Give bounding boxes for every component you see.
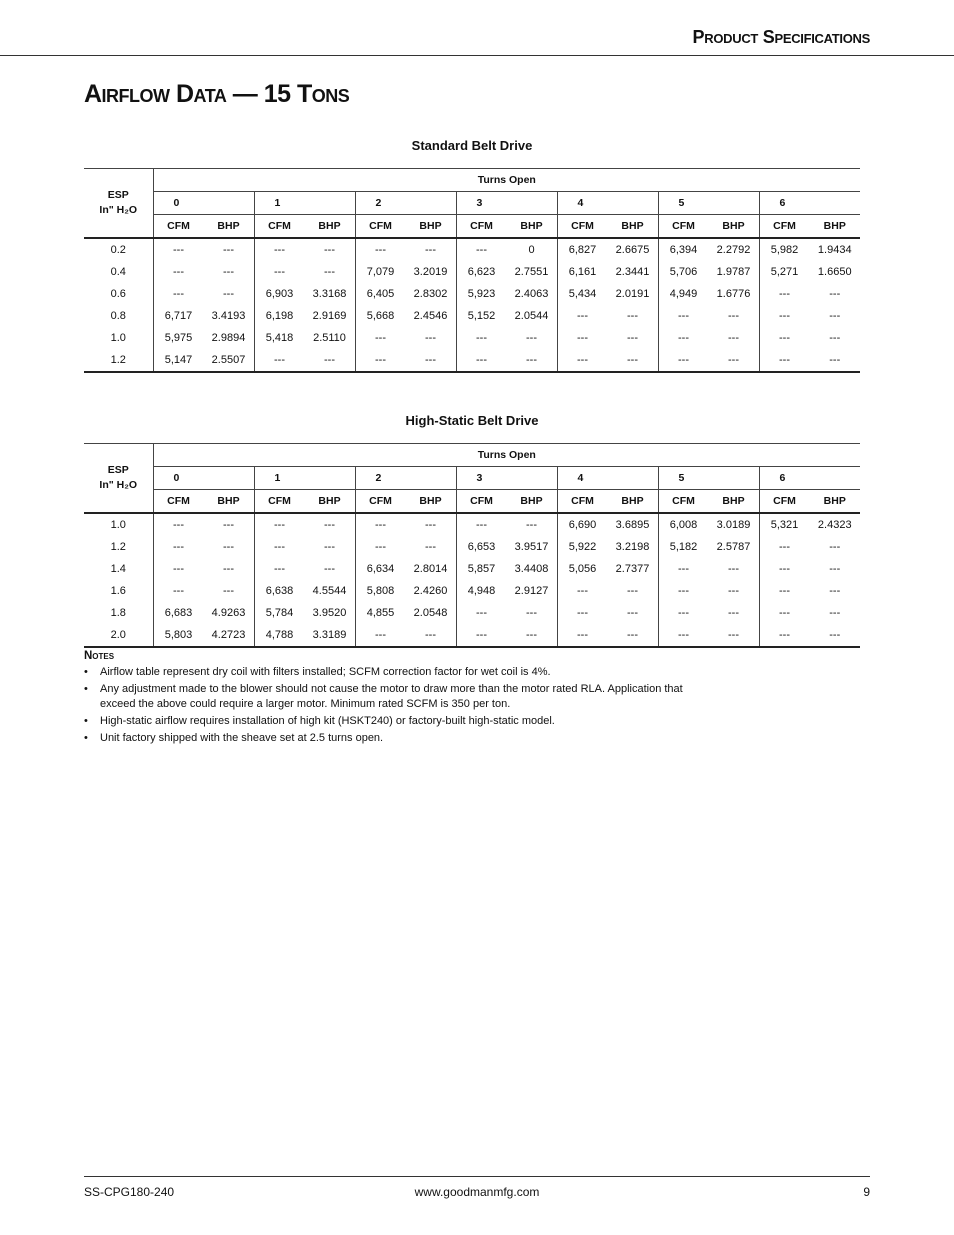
bhp-value: --- xyxy=(305,513,356,536)
turns-number: 3 xyxy=(456,192,557,215)
esp-value: 1.2 xyxy=(84,349,153,372)
bhp-value: --- xyxy=(829,585,841,597)
cfm-header: CFM xyxy=(658,490,709,514)
cfm-value: --- xyxy=(254,349,305,372)
bhp-value: 1.6776 xyxy=(709,283,760,305)
cfm-header: CFM xyxy=(254,215,305,239)
cfm-value: 5,922 xyxy=(568,541,597,553)
bhp-value: --- xyxy=(829,288,841,300)
cfm-value: 6,405 xyxy=(366,288,395,300)
esp-value: 1.2 xyxy=(84,536,153,558)
bhp-value: 2.0544 xyxy=(507,305,558,327)
bhp-value: 3.3189 xyxy=(305,624,356,647)
cfm-value: --- xyxy=(375,541,386,553)
bhp-value: --- xyxy=(829,541,841,553)
cfm-value: 5,434 xyxy=(568,288,597,300)
note-text: Unit factory shipped with the sheave set at 2.5 turns open. xyxy=(100,732,384,744)
cfm-value: 5,271 xyxy=(770,266,799,278)
cfm-value: --- xyxy=(274,519,285,531)
bhp-value: --- xyxy=(406,536,457,558)
cfm-value: --- xyxy=(557,349,608,372)
table-row xyxy=(84,513,860,536)
bhp-value: 3.0189 xyxy=(709,513,760,536)
cfm-header: CFM xyxy=(456,215,507,239)
cfm-value: --- xyxy=(375,244,386,256)
cfm-value: --- xyxy=(274,244,285,256)
cfm-header: CFM xyxy=(658,215,709,239)
esp-value: 1.6 xyxy=(84,580,153,602)
cfm-value: --- xyxy=(173,244,184,256)
cfm-value: 6,623 xyxy=(467,266,496,278)
esp-header xyxy=(84,444,153,514)
note-item xyxy=(84,714,684,729)
notes-section xyxy=(84,650,684,748)
bhp-value: 2.3441 xyxy=(608,261,659,283)
bhp-value: --- xyxy=(709,305,760,327)
bhp-value: 2.5787 xyxy=(709,536,760,558)
turns-open-header: Turns Open xyxy=(153,169,860,192)
cfm-value: --- xyxy=(456,624,507,647)
bhp-value: --- xyxy=(608,580,659,602)
bhp-value: --- xyxy=(709,349,760,372)
cfm-value: 4,949 xyxy=(669,288,698,300)
header-rule xyxy=(0,55,954,56)
cfm-value: 6,683 xyxy=(164,607,193,619)
cfm-value: 7,079 xyxy=(366,266,395,278)
footer-page-number: 9 xyxy=(863,1185,870,1199)
cfm-value: --- xyxy=(779,332,790,344)
bhp-value: --- xyxy=(829,310,841,322)
bhp-value: 2.9127 xyxy=(507,580,558,602)
turns-number: 5 xyxy=(658,192,759,215)
bhp-header: BHP xyxy=(709,215,760,239)
cfm-value: --- xyxy=(173,519,184,531)
cfm-value: 4,855 xyxy=(366,607,395,619)
cfm-value: 6,634 xyxy=(366,563,395,575)
bhp-value: --- xyxy=(709,624,760,647)
esp-value: 0.2 xyxy=(84,238,153,261)
bhp-value: 2.4260 xyxy=(406,580,457,602)
bhp-value: --- xyxy=(507,624,558,647)
esp-unit-label: In" H₂O xyxy=(99,204,138,216)
cfm-value: --- xyxy=(375,332,386,344)
cfm-value: 5,321 xyxy=(770,519,799,531)
bhp-value: 2.9169 xyxy=(305,305,356,327)
note-text: Any adjustment made to the blower should not cause the motor to draw more than the motor rated RLA. Application that exceed the above could require a larger motor. Minimum rated SCFM is 350 per ton. xyxy=(100,683,683,710)
bhp-value: --- xyxy=(829,563,841,575)
bhp-value: --- xyxy=(305,536,356,558)
bhp-value: --- xyxy=(204,513,255,536)
bhp-value: 2.7377 xyxy=(608,558,659,580)
cfm-value: 6,008 xyxy=(669,519,698,531)
bhp-value: --- xyxy=(204,558,255,580)
bhp-value: --- xyxy=(829,607,841,619)
bhp-value: 4.2723 xyxy=(204,624,255,647)
turns-number: 4 xyxy=(557,467,658,490)
esp-label: ESP xyxy=(107,464,129,476)
turns-number: 4 xyxy=(557,192,658,215)
bhp-header: BHP xyxy=(406,490,457,514)
cfm-value: --- xyxy=(375,519,386,531)
turns-number: 0 xyxy=(153,467,254,490)
table-row xyxy=(84,261,860,283)
footer-doc-id: SS-CPG180-240 xyxy=(84,1185,175,1199)
bhp-value: --- xyxy=(608,349,659,372)
cfm-value: 5,808 xyxy=(366,585,395,597)
cfm-value: --- xyxy=(577,585,588,597)
bullet: • xyxy=(84,715,88,727)
bhp-header: BHP xyxy=(305,215,356,239)
bhp-header: BHP xyxy=(507,490,558,514)
cfm-value: 6,161 xyxy=(568,266,597,278)
esp-value: 0.4 xyxy=(84,261,153,283)
esp-value: 2.0 xyxy=(84,624,153,647)
bhp-value: 1.9787 xyxy=(709,261,760,283)
cfm-value: --- xyxy=(577,607,588,619)
cfm-value: --- xyxy=(678,332,689,344)
bhp-value: 3.2019 xyxy=(406,261,457,283)
cfm-value: 5,857 xyxy=(467,563,496,575)
bhp-value: 2.0548 xyxy=(406,602,457,624)
cfm-value: --- xyxy=(274,266,285,278)
high-static-belt-drive-table xyxy=(84,443,860,648)
bhp-value: --- xyxy=(204,536,255,558)
bhp-value: 4.5544 xyxy=(305,580,356,602)
page-title: Airflow Data — 15 Tons xyxy=(84,80,350,108)
cfm-value: 6,653 xyxy=(467,541,496,553)
turns-open-header: Turns Open xyxy=(153,444,860,467)
cfm-header: CFM xyxy=(456,490,507,514)
note-item xyxy=(84,682,684,712)
cfm-header: CFM xyxy=(254,490,305,514)
cfm-value: 5,056 xyxy=(568,563,597,575)
cfm-value: 6,394 xyxy=(669,244,698,256)
bhp-value: --- xyxy=(204,261,255,283)
cfm-value: 4,948 xyxy=(467,585,496,597)
bhp-header: BHP xyxy=(608,215,659,239)
bhp-header: BHP xyxy=(709,490,760,514)
bhp-value: 2.5507 xyxy=(204,349,255,372)
cfm-value: 5,668 xyxy=(366,310,395,322)
cfm-value: --- xyxy=(658,624,709,647)
bullet: • xyxy=(84,666,88,678)
bhp-header: BHP xyxy=(204,215,255,239)
esp-label: ESP xyxy=(107,189,129,201)
bhp-value: 3.9517 xyxy=(507,536,558,558)
cfm-value: --- xyxy=(557,624,608,647)
note-item xyxy=(84,665,684,680)
cfm-value: --- xyxy=(173,288,184,300)
esp-unit-label: In" H₂O xyxy=(99,479,138,491)
cfm-value: --- xyxy=(476,244,487,256)
bhp-value: --- xyxy=(608,305,659,327)
cfm-value: --- xyxy=(779,541,790,553)
cfm-value: 6,690 xyxy=(568,519,597,531)
bhp-value: --- xyxy=(406,349,457,372)
turns-number: 1 xyxy=(254,192,355,215)
cfm-header: CFM xyxy=(355,215,406,239)
table-row xyxy=(84,624,860,647)
cfm-value: --- xyxy=(678,563,689,575)
bhp-value: --- xyxy=(507,513,558,536)
cfm-value: 6,198 xyxy=(265,310,294,322)
bhp-value: --- xyxy=(608,602,659,624)
cfm-value: --- xyxy=(355,349,406,372)
cfm-value: --- xyxy=(678,310,689,322)
table-row xyxy=(84,283,860,305)
esp-value: 0.8 xyxy=(84,305,153,327)
bhp-value: --- xyxy=(709,602,760,624)
cfm-value: --- xyxy=(577,332,588,344)
cfm-value: --- xyxy=(173,266,184,278)
turns-number: 0 xyxy=(153,192,254,215)
bhp-header: BHP xyxy=(305,490,356,514)
cfm-header: CFM xyxy=(153,490,204,514)
note-text: High-static airflow requires installation of high kit (HSKT240) or factory-built high-static model. xyxy=(100,715,555,727)
cfm-header: CFM xyxy=(355,490,406,514)
bhp-value: --- xyxy=(709,580,760,602)
cfm-value: --- xyxy=(759,349,810,372)
notes-title: Notes xyxy=(84,650,115,662)
bhp-value: --- xyxy=(305,261,356,283)
bhp-value: 2.9894 xyxy=(204,327,255,349)
cfm-value: 5,982 xyxy=(770,244,799,256)
cfm-value: 5,182 xyxy=(669,541,698,553)
cfm-value: 6,638 xyxy=(265,585,294,597)
bhp-header: BHP xyxy=(810,215,861,239)
esp-value: 0.6 xyxy=(84,283,153,305)
table-row xyxy=(84,536,860,558)
cfm-value: 4,788 xyxy=(254,624,305,647)
turns-number: 6 xyxy=(759,192,860,215)
bhp-value: --- xyxy=(406,624,457,647)
esp-header xyxy=(84,169,153,239)
bhp-value: --- xyxy=(406,327,457,349)
bhp-value: 0 xyxy=(507,238,558,261)
cfm-value: --- xyxy=(355,624,406,647)
bhp-value: --- xyxy=(709,558,760,580)
bhp-value: --- xyxy=(507,327,558,349)
cfm-value: --- xyxy=(779,607,790,619)
bhp-value: --- xyxy=(507,349,558,372)
bullet: • xyxy=(84,683,88,695)
bhp-value: 3.4408 xyxy=(507,558,558,580)
bhp-value: 2.4323 xyxy=(817,519,852,531)
bhp-value: 3.2198 xyxy=(608,536,659,558)
cfm-value: --- xyxy=(476,607,487,619)
note-text: Airflow table represent dry coil with filters installed; SCFM correction factor for wet coil is 4%. xyxy=(100,666,551,678)
table-row xyxy=(84,238,860,261)
bhp-value: --- xyxy=(829,332,841,344)
cfm-value: --- xyxy=(173,563,184,575)
cfm-value: --- xyxy=(456,349,507,372)
bhp-value: 2.8302 xyxy=(406,283,457,305)
cfm-value: 5,706 xyxy=(669,266,698,278)
high-static-table-title: High-Static Belt Drive xyxy=(405,413,539,428)
bhp-value: --- xyxy=(608,327,659,349)
bhp-value: 2.5110 xyxy=(305,327,356,349)
cfm-header: CFM xyxy=(557,215,608,239)
esp-value: 1.4 xyxy=(84,558,153,580)
turns-number: 3 xyxy=(456,467,557,490)
bhp-value: --- xyxy=(810,349,861,372)
cfm-value: --- xyxy=(274,541,285,553)
bhp-value: --- xyxy=(406,238,457,261)
cfm-value: 5,784 xyxy=(265,607,294,619)
bhp-value: 3.6895 xyxy=(608,513,659,536)
bhp-value: 4.9263 xyxy=(204,602,255,624)
notes-list xyxy=(84,665,684,746)
bhp-value: --- xyxy=(204,238,255,261)
cfm-value: --- xyxy=(779,563,790,575)
bhp-value: --- xyxy=(406,513,457,536)
cfm-value: 5,975 xyxy=(164,332,193,344)
table-row xyxy=(84,558,860,580)
bhp-value: 3.3168 xyxy=(305,283,356,305)
bhp-value: --- xyxy=(507,602,558,624)
esp-value: 1.0 xyxy=(84,513,153,536)
footer-rule xyxy=(84,1176,870,1177)
bhp-header: BHP xyxy=(204,490,255,514)
bhp-value: 2.4063 xyxy=(507,283,558,305)
turns-number: 1 xyxy=(254,467,355,490)
cfm-header: CFM xyxy=(759,490,810,514)
table-row xyxy=(84,327,860,349)
cfm-header: CFM xyxy=(557,490,608,514)
footer-website: www.goodmanmfg.com xyxy=(414,1185,540,1199)
cfm-value: 5,152 xyxy=(467,310,496,322)
turns-number: 5 xyxy=(658,467,759,490)
table-row xyxy=(84,602,860,624)
table-row xyxy=(84,580,860,602)
cfm-value: --- xyxy=(476,332,487,344)
cfm-value: --- xyxy=(759,624,810,647)
bullet: • xyxy=(84,732,88,744)
bhp-value: --- xyxy=(204,283,255,305)
cfm-value: --- xyxy=(779,288,790,300)
bhp-value: 2.2792 xyxy=(709,238,760,261)
bhp-value: 3.9520 xyxy=(305,602,356,624)
turns-number: 6 xyxy=(759,467,860,490)
bhp-value: 3.4193 xyxy=(204,305,255,327)
bhp-value: --- xyxy=(709,327,760,349)
standard-belt-drive-table xyxy=(84,168,860,373)
bhp-value: --- xyxy=(305,558,356,580)
cfm-value: --- xyxy=(678,607,689,619)
note-item xyxy=(84,731,684,746)
cfm-value: --- xyxy=(173,541,184,553)
cfm-value: --- xyxy=(173,585,184,597)
bhp-value: 1.9434 xyxy=(817,244,852,256)
cfm-value: --- xyxy=(274,563,285,575)
cfm-value: --- xyxy=(678,585,689,597)
section-title: Product Specifications xyxy=(692,27,870,47)
bhp-value: 2.6675 xyxy=(608,238,659,261)
bhp-value: --- xyxy=(608,624,659,647)
bhp-value: 2.7551 xyxy=(507,261,558,283)
cfm-value: --- xyxy=(779,310,790,322)
bhp-value: --- xyxy=(204,580,255,602)
bhp-value: 2.4546 xyxy=(406,305,457,327)
bhp-header: BHP xyxy=(810,490,861,514)
cfm-value: 5,803 xyxy=(153,624,204,647)
cfm-value: 5,923 xyxy=(467,288,496,300)
bhp-value: --- xyxy=(305,349,356,372)
turns-number: 2 xyxy=(355,192,456,215)
cfm-value: --- xyxy=(577,310,588,322)
bhp-header: BHP xyxy=(608,490,659,514)
cfm-value: --- xyxy=(658,349,709,372)
cfm-value: 5,147 xyxy=(153,349,204,372)
esp-value: 1.8 xyxy=(84,602,153,624)
bhp-value: 2.8014 xyxy=(406,558,457,580)
standard-table-title: Standard Belt Drive xyxy=(411,138,533,153)
esp-value: 1.0 xyxy=(84,327,153,349)
bhp-value: 2.0191 xyxy=(608,283,659,305)
cfm-header: CFM xyxy=(153,215,204,239)
table-row xyxy=(84,349,860,372)
bhp-header: BHP xyxy=(507,215,558,239)
turns-number: 2 xyxy=(355,467,456,490)
bhp-value: 1.6650 xyxy=(817,266,852,278)
cfm-value: 5,418 xyxy=(265,332,294,344)
cfm-header: CFM xyxy=(759,215,810,239)
cfm-value: 6,903 xyxy=(265,288,294,300)
bhp-value: --- xyxy=(305,238,356,261)
bhp-header: BHP xyxy=(406,215,457,239)
cfm-value: --- xyxy=(779,585,790,597)
cfm-value: --- xyxy=(476,519,487,531)
table-row xyxy=(84,305,860,327)
bhp-value: --- xyxy=(810,624,861,647)
cfm-value: 6,827 xyxy=(568,244,597,256)
cfm-value: 6,717 xyxy=(164,310,193,322)
